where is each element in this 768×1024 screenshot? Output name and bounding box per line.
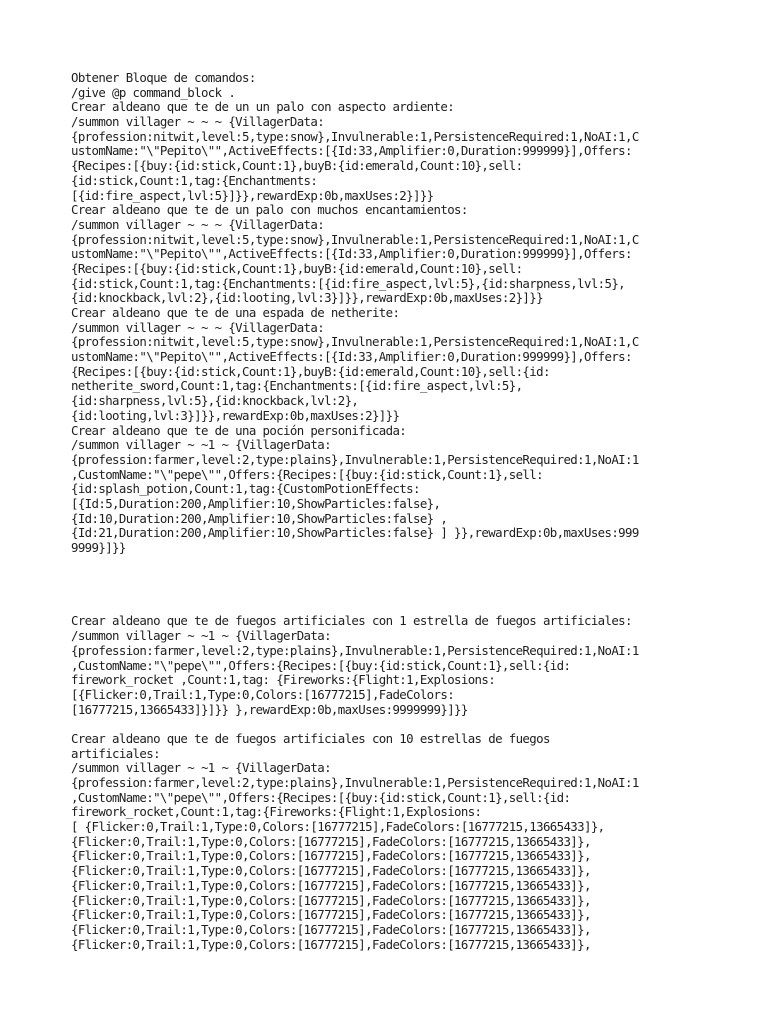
text-line: {profession:farmer,level:2,type:plains},Invulnerable:1,PersistenceRequired:1,NoAI:1 — [71, 775, 639, 791]
paragraph-gap — [71, 556, 711, 615]
text-line: {Recipes:[{buy:{id:stick,Count:1},buyB:{id:emerald,Count:10},sell:{id: — [71, 363, 550, 379]
text-line: netherite_sword,Count:1,tag:{Enchantments:[{id:fire_aspect,lvl:5}, — [71, 378, 523, 394]
text-line: {profession:farmer,level:2,type:plains},Invulnerable:1,PersistenceRequired:1,NoAI:1 — [71, 451, 639, 467]
text-line: Crear aldeano que te de una poción personificada: — [71, 422, 407, 438]
text-line: {Id:21,Duration:200,Amplifier:10,ShowParticles:false} ] }},rewardExp:0b,maxUses:999 — [71, 525, 639, 541]
text-line: ,CustomName:"\"pepe\"",Offers:{Recipes:[{buy:{id:stick,Count:1},sell:{id: — [71, 789, 571, 805]
text-line: /summon villager ~ ~ ~ {VillagerData: — [71, 216, 325, 232]
text-line: /summon villager ~ ~1 ~ {VillagerData: — [71, 628, 331, 644]
text-line: ustomName:"\"Pepito\"",ActiveEffects:[{Id:33,Amplifier:0,Duration:999999}],Offers: — [71, 349, 632, 365]
text-line: /give @p command_block . — [71, 84, 236, 100]
text-line: firework_rocket ,Count:1,tag: {Fireworks:{Flight:1,Explosions: — [71, 672, 496, 688]
text-line: Crear aldeano que te de fuegos artificiales con 10 estrellas de fuegos — [71, 730, 550, 746]
text-line: [{id:fire_aspect,lvl:5}]}},rewardExp:0b,maxUses:2}]}} — [71, 187, 434, 203]
text-line: [{Flicker:0,Trail:1,Type:0,Colors:[16777215],FadeColors: — [71, 686, 455, 702]
text-line: Crear aldeano que te de un palo con muchos encantamientos: — [71, 202, 468, 218]
text-line: {profession:nitwit,level:5,type:snow},Invulnerable:1,PersistenceRequired:1,NoAI:1,C — [71, 128, 639, 144]
text-line: /summon villager ~ ~1 ~ {VillagerData: — [71, 437, 331, 453]
text-line: firework_rocket,Count:1,tag:{Fireworks:{Flight:1,Explosions: — [71, 804, 482, 820]
text-line: Crear aldeano que te de un un palo con aspecto ardiente: — [71, 99, 455, 115]
text-line: {Flicker:0,Trail:1,Type:0,Colors:[16777215],FadeColors:[16777215,13665433]}, — [71, 921, 591, 937]
document-body — [71, 71, 711, 952]
text-line: {id:knockback,lvl:2},{id:looting,lvl:3}]}},rewardExp:0b,maxUses:2}]}} — [71, 290, 543, 306]
text-line: [{Id:5,Duration:200,Amplifier:10,ShowParticles:false}, — [71, 495, 441, 511]
text-line: artificiales: — [71, 745, 160, 761]
text-line: ustomName:"\"Pepito\"",ActiveEffects:[{Id:33,Amplifier:0,Duration:999999}],Offers: — [71, 246, 632, 262]
text-line: {profession:nitwit,level:5,type:snow},Invulnerable:1,PersistenceRequired:1,NoAI:1,C — [71, 334, 639, 350]
text-line: [16777215,13665433]}]}} },rewardExp:0b,maxUses:9999999}]}} — [71, 701, 468, 717]
text-line: /summon villager ~ ~ ~ {VillagerData: — [71, 114, 325, 130]
text-line: Obtener Bloque de comandos: — [71, 70, 256, 85]
text-line: {Flicker:0,Trail:1,Type:0,Colors:[16777215],FadeColors:[16777215,13665433]}, — [71, 863, 591, 879]
section-commands-part-3 — [71, 732, 711, 952]
text-line: /summon villager ~ ~ ~ {VillagerData: — [71, 319, 325, 335]
text-line: {Recipes:[{buy:{id:stick,Count:1},buyB:{id:emerald,Count:10},sell: — [71, 158, 523, 174]
paragraph-gap — [71, 717, 711, 732]
text-line: {id:looting,lvl:3}]}},rewardExp:0b,maxUses:2}]}} — [71, 407, 400, 423]
text-line: {Flicker:0,Trail:1,Type:0,Colors:[16777215],FadeColors:[16777215,13665433]}, — [71, 907, 591, 923]
text-line: Crear aldeano que te de fuegos artificiales con 1 estrella de fuegos artificiales: — [71, 613, 632, 629]
text-line: {id:stick,Count:1,tag:{Enchantments: — [71, 172, 318, 188]
text-line: ,CustomName:"\"pepe\"",Offers:{Recipes:[{buy:{id:stick,Count:1},sell: — [71, 466, 543, 482]
text-line: ,CustomName:"\"pepe\"",Offers:{Recipes:[{buy:{id:stick,Count:1},sell:{id: — [71, 657, 571, 673]
text-line: {id:splash_potion,Count:1,tag:{CustomPotionEffects: — [71, 481, 420, 497]
text-line: {id:stick,Count:1,tag:{Enchantments:[{id:fire_aspect,lvl:5},{id:sharpness,lvl:5}, — [71, 275, 626, 291]
section-commands-part-1 — [71, 71, 711, 556]
text-line: 9999}]}} — [71, 540, 126, 555]
text-line: {Recipes:[{buy:{id:stick,Count:1},buyB:{id:emerald,Count:10},sell: — [71, 260, 523, 276]
text-line: Crear aldeano que te de una espada de netherite: — [71, 305, 400, 320]
text-line: {Flicker:0,Trail:1,Type:0,Colors:[16777215],FadeColors:[16777215,13665433]}, — [71, 833, 591, 849]
text-line: {id:sharpness,lvl:5},{id:knockback,lvl:2}, — [71, 393, 359, 409]
text-line: {Flicker:0,Trail:1,Type:0,Colors:[16777215],FadeColors:[16777215,13665433]}, — [71, 892, 591, 908]
text-line: ustomName:"\"Pepito\"",ActiveEffects:[{Id:33,Amplifier:0,Duration:999999}],Offers: — [71, 143, 632, 159]
text-line: {Flicker:0,Trail:1,Type:0,Colors:[16777215],FadeColors:[16777215,13665433]}, — [71, 936, 591, 952]
section-commands-part-2 — [71, 614, 711, 717]
text-line: {Id:10,Duration:200,Amplifier:10,ShowParticles:false} , — [71, 510, 448, 526]
text-line: {profession:nitwit,level:5,type:snow},Invulnerable:1,PersistenceRequired:1,NoAI:1,C — [71, 231, 639, 247]
text-line: {profession:farmer,level:2,type:plains},Invulnerable:1,PersistenceRequired:1,NoAI:1 — [71, 642, 639, 658]
text-line: [ {Flicker:0,Trail:1,Type:0,Colors:[16777215],FadeColors:[16777215,13665433]}, — [71, 819, 605, 835]
text-line: /summon villager ~ ~1 ~ {VillagerData: — [71, 760, 331, 776]
text-line: {Flicker:0,Trail:1,Type:0,Colors:[16777215],FadeColors:[16777215,13665433]}, — [71, 877, 591, 893]
text-line: {Flicker:0,Trail:1,Type:0,Colors:[16777215],FadeColors:[16777215,13665433]}, — [71, 848, 591, 864]
